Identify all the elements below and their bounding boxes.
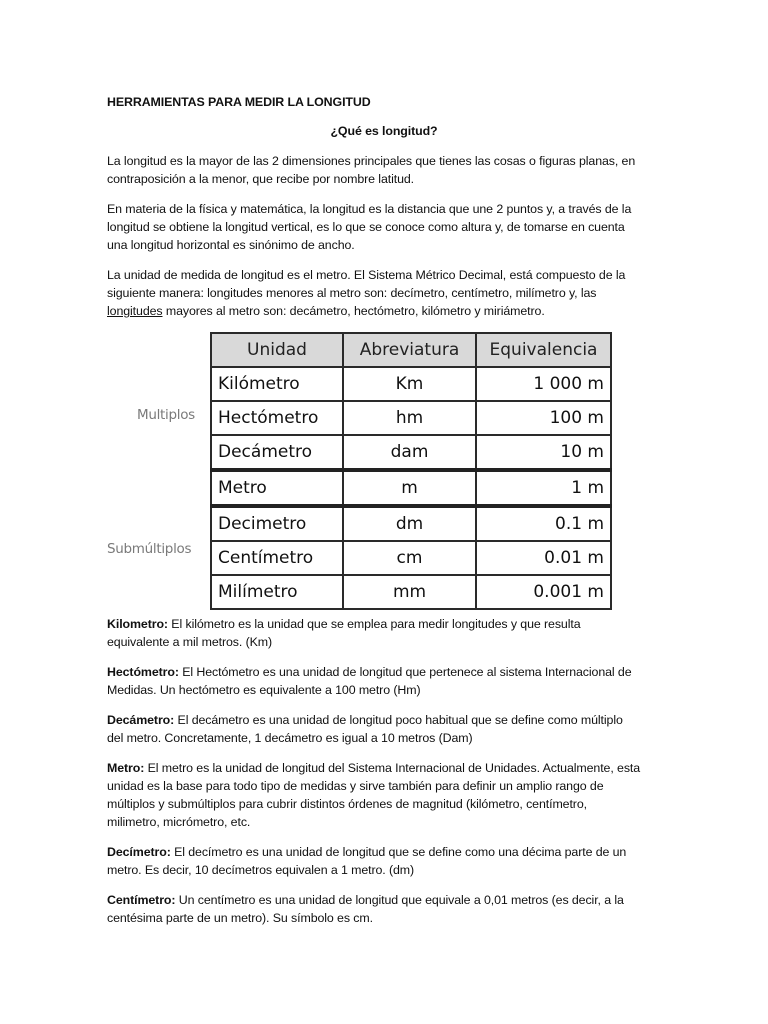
definition-line: unidad es la base para todo tipo de medidas y sirve también para definir un amplio rango de xyxy=(107,779,604,793)
definition-line xyxy=(107,891,624,909)
table-row xyxy=(211,541,611,575)
table-header-row xyxy=(211,333,611,367)
definition-line xyxy=(107,843,626,861)
paragraph-line: La unidad de medida de longitud es el metro. El Sistema Métrico Decimal, está compuesto de la xyxy=(107,268,626,282)
abbreviation-cell: m xyxy=(343,470,476,506)
unit-cell: Hectómetro xyxy=(211,401,343,435)
definition-line: Medidas. Un hectómetro es equivalente a 100 metro (Hm) xyxy=(107,683,421,697)
units-table-image xyxy=(210,332,610,604)
equivalence-cell: 100 m xyxy=(476,401,611,435)
equivalence-cell: 10 m xyxy=(476,435,611,470)
definition-term: Centímetro: xyxy=(107,893,176,907)
table-row xyxy=(211,506,611,541)
paragraph-line: una longitud horizontal es sinónimo de ancho. xyxy=(107,238,355,252)
definition-line: equivalente a mil metros. (Km) xyxy=(107,635,273,649)
abbreviation-cell: cm xyxy=(343,541,476,575)
paragraph-line: siguiente manera: longitudes menores al metro son: decímetro, centímetro, milímetro y, las xyxy=(107,286,597,300)
unit-cell: Kilómetro xyxy=(211,367,343,401)
definition-term: Decímetro: xyxy=(107,845,171,859)
definition-text: Un centímetro es una unidad de longitud que equivale a 0,01 metros (es decir, a la xyxy=(175,893,624,907)
definition-term: Kilometro: xyxy=(107,617,168,631)
definition-term: Hectómetro: xyxy=(107,665,179,679)
paragraph-line: La longitud es la mayor de las 2 dimensiones principales que tienes las cosas o figuras planas, en xyxy=(107,154,636,168)
definition-text: El decímetro es una unidad de longitud que se define como una décima parte de un xyxy=(170,845,627,859)
definition-text: El Hectómetro es una unidad de longitud que pertenece al sistema Internacional de xyxy=(178,665,632,679)
paragraph-line xyxy=(107,302,545,320)
abbreviation-cell: mm xyxy=(343,575,476,609)
definition-line xyxy=(107,711,623,729)
equivalence-cell: 1 m xyxy=(476,470,611,506)
definition-line xyxy=(107,663,632,681)
underlined-word: longitudes xyxy=(107,304,163,318)
abbreviation-cell: Km xyxy=(343,367,476,401)
equivalence-cell: 0.1 m xyxy=(476,506,611,541)
submultiples-label: Submúltiplos xyxy=(107,541,192,557)
paragraph-line: longitud se obtiene la longitud vertical, es lo que se conoce como altura y, de tomarse en cuenta xyxy=(107,220,625,234)
unit-cell: Centímetro xyxy=(211,541,343,575)
table-row xyxy=(211,401,611,435)
column-header: Abreviatura xyxy=(343,333,476,367)
paragraph-line: contraposición a la menor, que recibe por nombre latitud. xyxy=(107,172,415,186)
paragraph-line-rest: mayores al metro son: decámetro, hectómetro, kilómetro y miriámetro. xyxy=(162,304,545,318)
unit-cell: Metro xyxy=(211,470,343,506)
definition-text: El metro es la unidad de longitud del Sistema Internacional de Unidades. Actualmente, esta xyxy=(144,761,641,775)
definition-text: El decámetro es una unidad de longitud poco habitual que se define como múltiplo xyxy=(174,713,623,727)
definition-line: milimetro, micrómetro, etc. xyxy=(107,815,251,829)
table-row xyxy=(211,367,611,401)
multiples-label: Multiplos xyxy=(137,407,195,423)
unit-cell: Decámetro xyxy=(211,435,343,470)
table-row xyxy=(211,435,611,470)
paragraph-line: En materia de la física y matemática, la longitud es la distancia que une 2 puntos y, a través de la xyxy=(107,202,632,216)
abbreviation-cell: dm xyxy=(343,506,476,541)
units-table xyxy=(210,332,612,610)
definition-line: del metro. Concretamente, 1 decámetro es igual a 10 metros (Dam) xyxy=(107,731,473,745)
definition-text: El kilómetro es la unidad que se emplea para medir longitudes y que resulta xyxy=(167,617,581,631)
unit-cell: Milímetro xyxy=(211,575,343,609)
definition-term: Decámetro: xyxy=(107,713,175,727)
abbreviation-cell: hm xyxy=(343,401,476,435)
column-header: Unidad xyxy=(211,333,343,367)
document-heading: HERRAMIENTAS PARA MEDIR LA LONGITUD xyxy=(107,95,371,109)
table-row xyxy=(211,470,611,506)
unit-cell: Decimetro xyxy=(211,506,343,541)
definition-line xyxy=(107,759,640,777)
section-subheading: ¿Qué es longitud? xyxy=(330,124,438,138)
definition-line xyxy=(107,615,581,633)
definition-line: metro. Es decir, 10 decímetros equivalen a 1 metro. (dm) xyxy=(107,863,415,877)
equivalence-cell: 0.001 m xyxy=(476,575,611,609)
column-header: Equivalencia xyxy=(476,333,611,367)
definition-line: centésima parte de un metro). Su símbolo es cm. xyxy=(107,911,373,925)
equivalence-cell: 0.01 m xyxy=(476,541,611,575)
definition-line: múltiplos y submúltiplos para cubrir distintos órdenes de magnitud (kilómetro, centímetro, xyxy=(107,797,587,811)
abbreviation-cell: dam xyxy=(343,435,476,470)
definition-term: Metro: xyxy=(107,761,145,775)
table-row xyxy=(211,575,611,609)
equivalence-cell: 1 000 m xyxy=(476,367,611,401)
